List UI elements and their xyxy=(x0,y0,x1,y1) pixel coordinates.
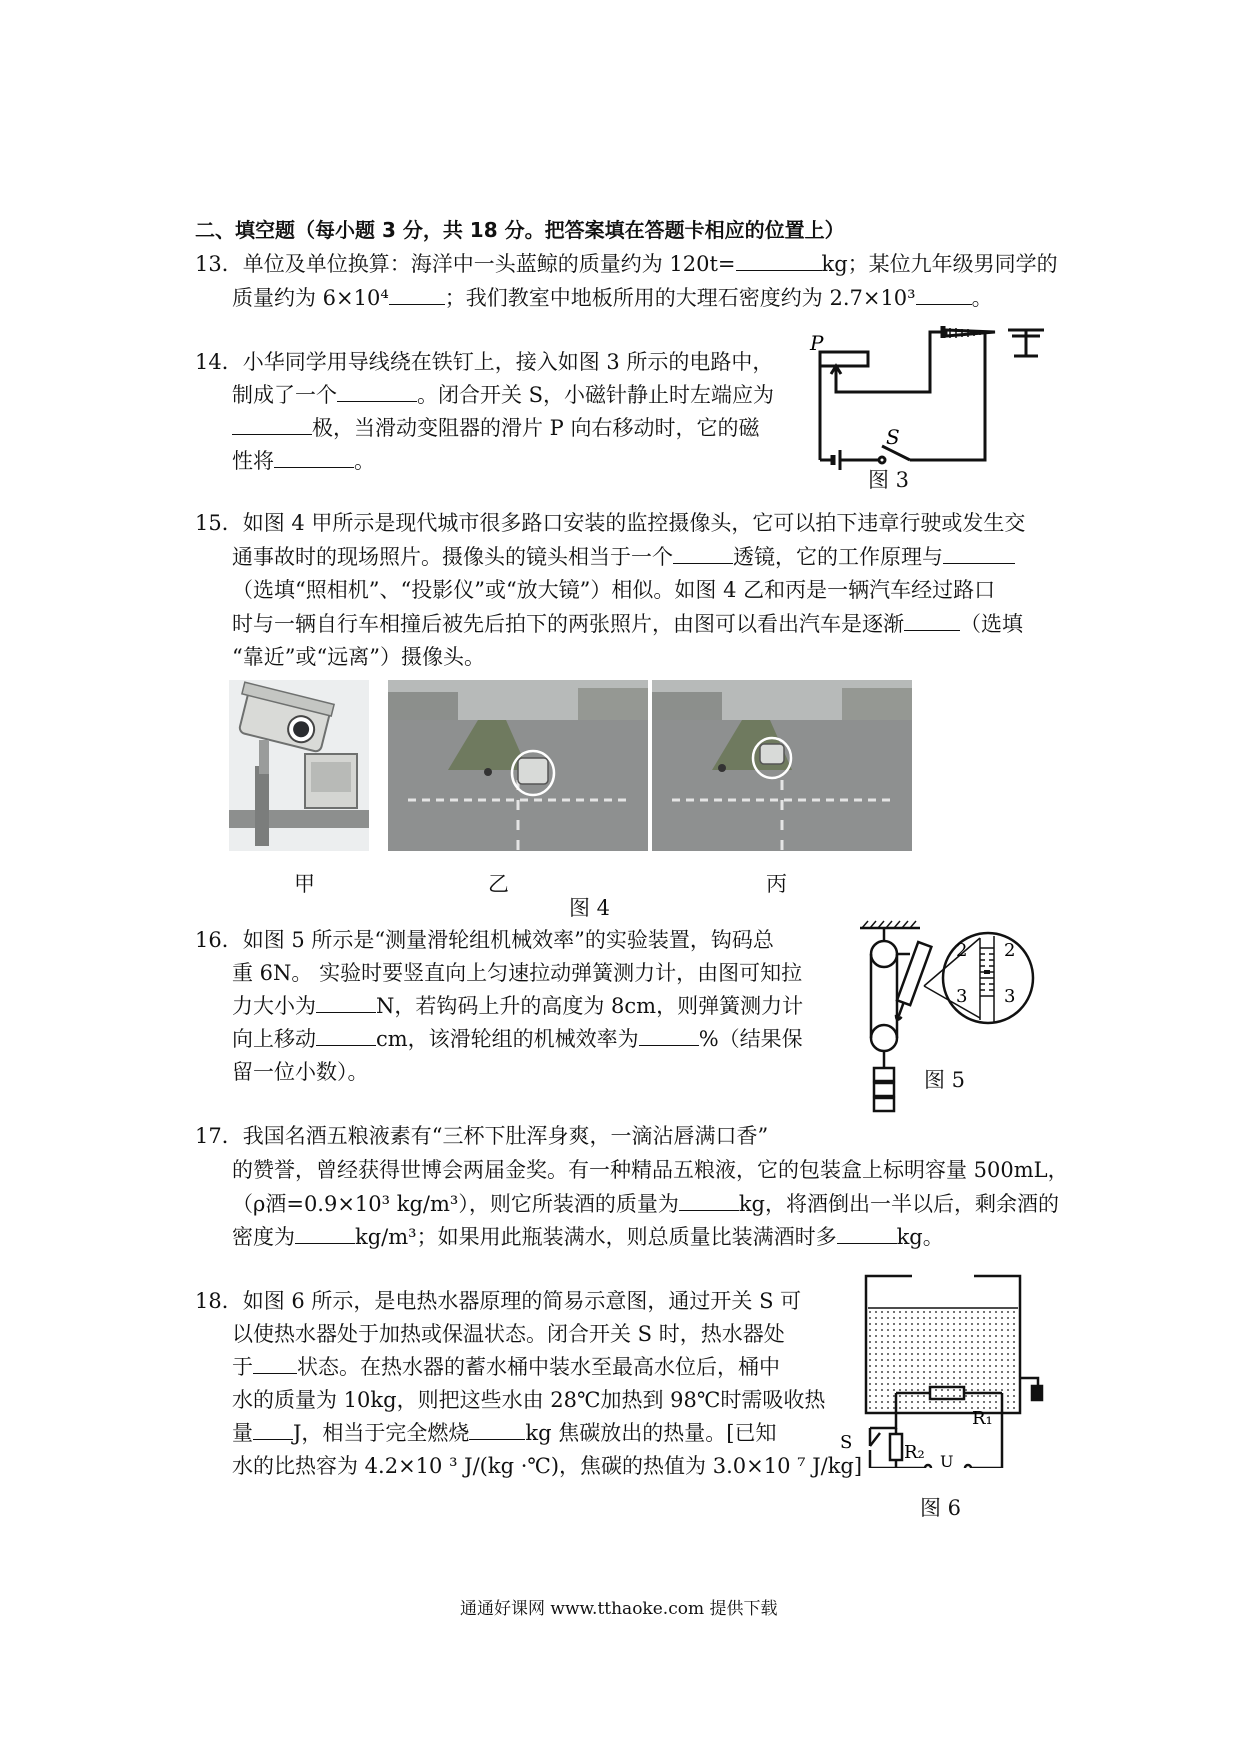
q17-line-3 xyxy=(232,1189,1059,1219)
label-s: S xyxy=(840,1432,853,1453)
q14-line-4 xyxy=(232,446,375,476)
q16-line-1: 16．如图 5 所示是“测量滑轮组机械效率”的实验装置，钩码总 xyxy=(195,928,774,952)
q15-answer-blank-3[interactable] xyxy=(904,612,960,631)
q15-text-a: 通事故时的现场照片。摄像头的镜头相当于一个 xyxy=(232,545,673,569)
q17-answer-blank-1[interactable] xyxy=(679,1192,739,1211)
figure-4-yi-road-photo xyxy=(388,680,648,851)
q14-text-b: 。闭合开关 S，小磁针静止时左端应为 xyxy=(417,383,775,407)
q13-text-e: 。 xyxy=(971,286,993,310)
compass-needle-icon xyxy=(1008,330,1044,356)
q16-text-a: 力大小为 xyxy=(232,994,316,1018)
figure-5-caption: 图 5 xyxy=(924,1068,966,1092)
q17-line-1: 17．我国名酒五粮液素有“三杯下肚浑身爽，一滴沾唇满口香” xyxy=(195,1124,769,1148)
q17-text-a: （ρ酒=0.9×10³ kg/m³），则它所装酒的质量为 xyxy=(232,1192,679,1216)
q16-line-2: 重 6N。 实验时要竖直向上匀速拉动弹簧测力计，由图可知拉 xyxy=(232,961,803,985)
q17-text-d: kg/m³；如果用此瓶装满水，则总质量比装满酒时多 xyxy=(355,1225,837,1249)
q13-text-c: 质量约为 6×10⁴ xyxy=(232,286,389,310)
q13-line-1 xyxy=(195,249,1058,279)
q16-answer-blank-3[interactable] xyxy=(639,1027,699,1046)
q18-text-c: 量 xyxy=(232,1421,253,1445)
q15-line-4 xyxy=(232,609,1023,639)
q14-line-1: 14．小华同学用导线绕在铁钉上，接入如图 3 所示的电路中， xyxy=(195,350,774,374)
figure-4-label-bing: 丙 xyxy=(766,872,787,896)
page-footer: 通通好课网 www.tthaoke.com 提供下载 xyxy=(460,1599,778,1619)
q18-line-3 xyxy=(232,1352,780,1382)
label-r1: R₁ xyxy=(972,1408,993,1429)
q15-line-5: “靠近”或“远离”）摄像头。 xyxy=(232,645,485,669)
q18-answer-blank-3[interactable] xyxy=(469,1421,525,1440)
q18-line-5 xyxy=(232,1418,776,1448)
q16-text-e: %（结果保 xyxy=(698,1027,803,1051)
q17-text-b: kg，将酒倒出一半以后，剩余酒的 xyxy=(738,1192,1059,1216)
figure-4-bing-road-photo xyxy=(652,680,912,851)
q15-line-3: （选填“照相机”、“投影仪”或“放大镜”）相似。如图 4 乙和丙是一辆汽车经过路口 xyxy=(232,578,996,602)
q17-answer-blank-2[interactable] xyxy=(295,1225,355,1244)
q18-line-4: 水的质量为 10kg，则把这些水由 28℃加热到 98℃时需吸收热 xyxy=(232,1388,826,1412)
q15-text-b: 透镜，它的工作原理与 xyxy=(733,545,943,569)
q14-answer-blank-1[interactable] xyxy=(337,383,417,402)
figure-4-jia-camera-photo xyxy=(229,680,369,851)
q15-answer-blank-2[interactable] xyxy=(943,545,1015,564)
q16-line-4 xyxy=(232,1024,803,1054)
q16-line-3 xyxy=(232,991,803,1021)
q16-answer-blank-2[interactable] xyxy=(316,1027,376,1046)
q13-line-2 xyxy=(232,283,993,313)
q14-text-c: 极，当滑动变阻器的滑片 P 向右移动时，它的磁 xyxy=(312,416,760,440)
q18-text-d: J，相当于完全燃烧 xyxy=(293,1421,470,1445)
scale-label-2-right: 2 xyxy=(1004,940,1016,961)
figure-4-caption: 图 4 xyxy=(569,896,611,920)
scale-label-2-left: 2 xyxy=(956,940,968,961)
q14-line-2 xyxy=(232,380,774,410)
label-r2: R₂ xyxy=(904,1442,925,1463)
figure-3-caption: 图 3 xyxy=(868,468,910,492)
q13-answer-blank-1[interactable] xyxy=(736,252,822,271)
figure-5-pulley-diagram xyxy=(840,918,1040,1133)
figure-6-caption: 图 6 xyxy=(920,1496,962,1520)
figure-4-label-jia: 甲 xyxy=(294,872,315,896)
q13-text-d: ；我们教室中地板所用的大理石密度约为 2.7×10³ xyxy=(444,286,916,310)
q14-answer-blank-3[interactable] xyxy=(274,449,354,468)
section-heading: 二、填空题（每小题 3 分，共 18 分。把答案填在答题卡相应的位置上） xyxy=(195,218,845,242)
q18-text-e: kg 焦碳放出的热量。[已知 xyxy=(525,1421,777,1445)
label-s: S xyxy=(886,425,900,449)
figure-4-label-yi: 乙 xyxy=(488,872,509,896)
label-p: P xyxy=(810,331,824,355)
label-u: U xyxy=(940,1452,954,1468)
q14-line-3 xyxy=(232,413,759,443)
q14-text-a: 制成了一个 xyxy=(232,383,337,407)
q18-text-b: 状态。在热水器的蓄水桶中装水至最高水位后，桶中 xyxy=(297,1355,780,1379)
scale-label-3-left: 3 xyxy=(956,986,968,1007)
q17-line-2: 的赞誉，曾经获得世博会两届金奖。有一种精品五粮液，它的包装盒上标明容量 500mL， xyxy=(232,1158,1069,1182)
q16-answer-blank-1[interactable] xyxy=(316,994,376,1013)
q14-text-e: 。 xyxy=(354,449,375,473)
q15-answer-blank-1[interactable] xyxy=(673,545,733,564)
q13-text-a: 13．单位及单位换算：海洋中一头蓝鲸的质量约为 120t= xyxy=(195,252,736,276)
figure-3-circuit-diagram xyxy=(800,322,1070,472)
q13-text-b: kg；某位九年级男同学的 xyxy=(821,252,1058,276)
q16-text-b: N，若钩码上升的高度为 8cm，则弹簧测力计 xyxy=(376,994,804,1018)
q18-line-1: 18．如图 6 所示，是电热水器原理的简易示意图，通过开关 S 可 xyxy=(195,1289,802,1313)
q13-answer-blank-3[interactable] xyxy=(916,286,972,305)
q18-line-2: 以使热水器处于加热或保温状态。闭合开关 S 时，热水器处 xyxy=(232,1322,785,1346)
q15-line-2 xyxy=(232,542,1015,572)
q15-text-c: 时与一辆自行车相撞后被先后拍下的两张照片，由图可以看出汽车是逐渐 xyxy=(232,612,904,636)
q18-line-6: 水的比热容为 4.2×10 ³ J/(kg ·℃)，焦碳的热值为 3.0×10 ⁷ J/kg] xyxy=(232,1454,863,1478)
q14-answer-blank-2[interactable] xyxy=(232,416,312,435)
q17-text-c: 密度为 xyxy=(232,1225,295,1249)
q16-text-d: cm，该滑轮组的机械效率为 xyxy=(376,1027,639,1051)
rheostat-icon xyxy=(820,352,868,366)
q18-text-a: 于 xyxy=(232,1355,253,1379)
q18-answer-blank-2[interactable] xyxy=(253,1421,293,1440)
figure-6-water-heater-diagram xyxy=(832,1268,1062,1468)
q13-answer-blank-2[interactable] xyxy=(389,286,445,305)
q18-answer-blank-1[interactable] xyxy=(253,1355,297,1374)
q17-answer-blank-3[interactable] xyxy=(837,1225,897,1244)
q17-line-4 xyxy=(232,1222,944,1252)
q14-text-d: 性将 xyxy=(232,449,274,473)
scale-label-3-right: 3 xyxy=(1004,986,1016,1007)
q16-line-5: 留一位小数）。 xyxy=(232,1060,369,1084)
q15-text-d: （选填 xyxy=(960,612,1023,636)
q15-line-1: 15．如图 4 甲所示是现代城市很多路口安装的监控摄像头，它可以拍下违章行驶或发生交 xyxy=(195,511,1026,535)
q16-text-c: 向上移动 xyxy=(232,1027,316,1051)
q17-text-e: kg。 xyxy=(896,1225,944,1249)
